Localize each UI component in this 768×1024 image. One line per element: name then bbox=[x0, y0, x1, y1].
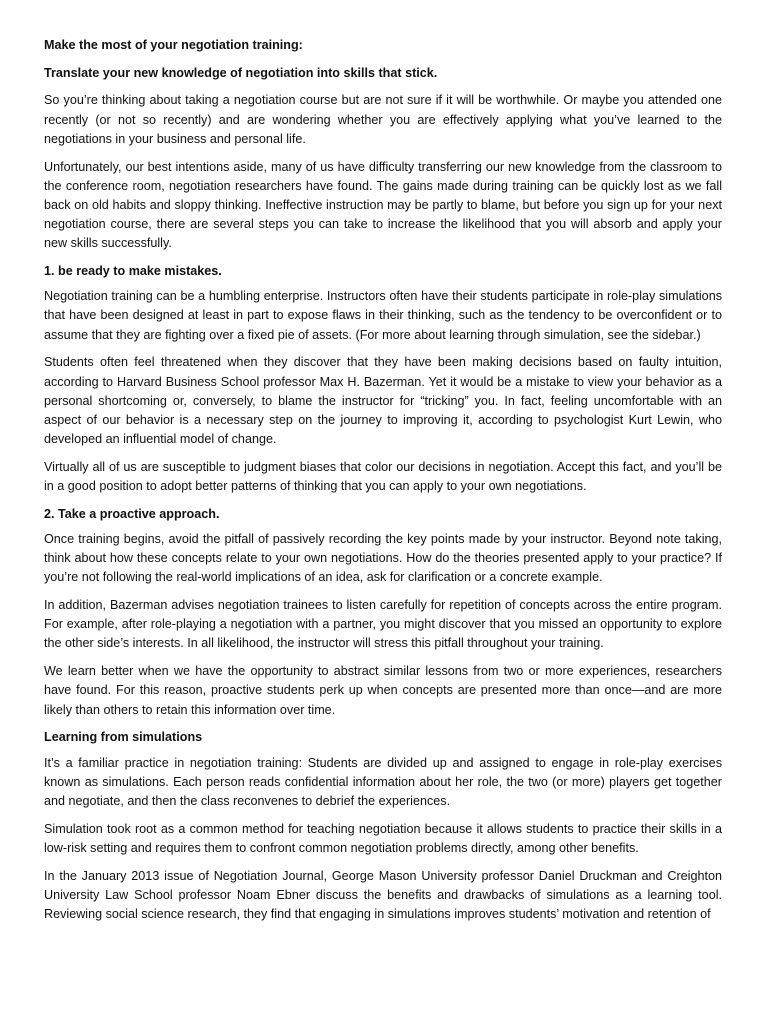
sidebar-paragraph-1: It’s a familiar practice in negotiation training: Students are divided up and assigned to engage in role-play exercises known as simulations. Each person reads confidential information about her role, the two (or more) players get together and negotiate, and then the class reconvenes to debrief the experiences. bbox=[44, 755, 722, 808]
sidebar-paragraph-2: Simulation took root as a common method for teaching negotiation because it allows students to practice their skills in a low-risk setting and requires them to confront common negotiation problems directly, among other benefits. bbox=[44, 821, 722, 855]
section-2-paragraph-3: We learn better when we have the opportunity to abstract similar lessons from two or more experiences, researchers have found. For this reason, proactive students perk up when concepts are presented more than once—and are more likely than others to retain this information over time. bbox=[44, 664, 722, 717]
sidebar-title: Learning from simulations bbox=[44, 730, 203, 745]
intro-paragraph-1: So you’re thinking about taking a negotiation course but are not sure if it will be worthwhile. Or maybe you attended one recently (or not so recently) and are wondering whether you are effectively applying what you’ve learned to the negotiations in your business and personal life. bbox=[44, 93, 722, 146]
section-2-paragraph-1: Once training begins, avoid the pitfall of passively recording the key points made by your instructor. Beyond note taking, think about how these concepts relate to your own negotiations. How do the theories presented apply to your practice? If you’re not following the real-world implications of an idea, ask for clarification or a concrete example. bbox=[44, 531, 722, 585]
intro-paragraph-2: Unfortunately, our best intentions aside, many of us have difficulty transferring our new knowledge from the classroom to the conference room, negotiation researchers have found. The gains made during training can be quickly lost as we fall back on old habits and sloppy thinking. Ineffective instruction may be partly to blame, but before you sign up for your next negotiation course, there are several steps you can take to increase the likelihood that you will absorb and apply your new skills successfully. bbox=[44, 159, 722, 251]
sidebar-paragraph-3: In the January 2013 issue of Negotiation Journal, George Mason University professor Daniel Druckman and Creighton University Law School professor Noam Ebner discuss the benefits and drawbacks of simulations as a learning tool. Reviewing social science research, they find that engaging in simulations improves students’ motivation and retention of bbox=[44, 868, 722, 921]
section-1-paragraph-2: Students often feel threatened when they discover that they have been making decisions based on faulty intuition, according to Harvard Business School professor Max H. Bazerman. Yet it would be a mistake to view your behavior as a personal shortcoming or, conversely, to blame the instructor for “tricking” you. In fact, feeling uncomfortable with an aspect of our behavior is a necessary step on the journey to improving it, according to psychologist Kurt Lewin, who developed an influential model of change. bbox=[44, 355, 722, 447]
document-subheading: Translate your new knowledge of negotiation into skills that stick. bbox=[44, 65, 438, 80]
document-page bbox=[44, 36, 722, 933]
section-1-paragraph-3: Virtually all of us are susceptible to judgment biases that color our decisions in negotiation. Accept this fact, and you’ll be in a good position to adopt better patterns of thinking that you can apply to your own negotiations. bbox=[44, 459, 722, 494]
section-2-title: 2. Take a proactive approach. bbox=[44, 506, 220, 521]
section-2-paragraph-2: In addition, Bazerman advises negotiation trainees to listen carefully for repetition of concepts across the entire program. For example, after role-playing a negotiation with a partner, you might discover that you missed an opportunity to explore the other side’s interests. In all likelihood, the instructor will stress this pitfall throughout your training. bbox=[44, 598, 722, 651]
section-1-title: 1. be ready to make mistakes. bbox=[44, 264, 222, 279]
section-1-paragraph-1: Negotiation training can be a humbling enterprise. Instructors often have their students participate in role-play simulations that have been designed at least in part to expose flaws in their thinking, such as the tendency to be overconfident or to assume that they are fighting over a fixed pie of assets. (For more about learning through simulation, see the sidebar.) bbox=[44, 289, 722, 342]
document-heading: Make the most of your negotiation training: bbox=[44, 38, 303, 52]
